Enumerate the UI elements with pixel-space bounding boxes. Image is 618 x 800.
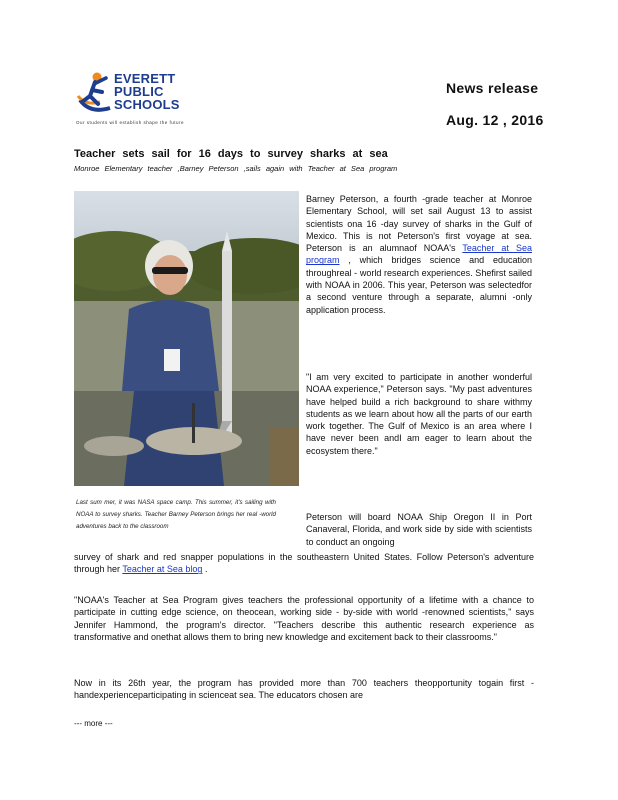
logo-wordmark (114, 72, 180, 111)
paragraph-1-text-b: , which bridges science and education throughreal - world research experiences. Shefirst sailed with NOAA in 2006. This year, Peterson was selectedfor a second venture through a separate, alumni -only application process. (306, 255, 532, 315)
paragraph-3-start: Peterson will board NOAA Ship Oregon II in Port Canaveral, Florida, and work side by side with scientists to conduct an ongoing (306, 512, 532, 547)
release-date: Aug. 12 , 2016 (446, 112, 544, 128)
runner-icon (76, 70, 116, 120)
paragraph-2: "I am very excited to participate in another wonderful NOAA experience," Peterson says. "My past adventures have helped build a rich background to share withmy students as we learn about how all the parts of our earth work together. The Gulf of Mexico is an area where I have never been andI am eager to learn about the ecosystem there." (306, 372, 532, 456)
paragraph-1-text-a: Barney Peterson, a fourth -grade teacher at Monroe Elementary School, will set sail August 13 to assist scientists ona 16 -day survey of sharks in the Gulf of Mexico. This is not Peterson's first voyage at sea. Peterson is an alumnaof NOAA's (306, 194, 532, 254)
logo-line-2: PUBLIC (114, 84, 164, 99)
teacher-photo (74, 191, 299, 486)
paragraph-1 (306, 193, 532, 316)
teacher-at-sea-blog-link[interactable]: Teacher at Sea blog (122, 564, 203, 575)
teacher-at-sea-program-link[interactable]: Teacher at Sea program (306, 243, 532, 266)
paragraph-3-end (74, 551, 534, 576)
article-subhead: Monroe Elementary teacher ,Barney Peterson ,sails again with Teacher at Sea program (74, 164, 398, 173)
paragraph-3-text-b: survey of shark and red snapper populations in the southeastern United States. Follow Peterson's adventure through her (74, 552, 534, 575)
photo-illustration (74, 191, 299, 486)
paragraph-3-text-c: . (202, 564, 208, 575)
article-headline: Teacher sets sail for 16 days to survey sharks at sea (74, 148, 388, 160)
paragraph-4: "NOAA's Teacher at Sea Program gives teachers the professional opportunity of a lifetime with a chance to participate in cutting edge science, on theocean, working side - by-side with world -renowned scientists," says Jennifer Hammond, the program's director. "Teachers describe this authentic research experience as transformative and onethat allows them to bring new knowledge and excitement back to their classrooms." (74, 595, 534, 642)
more-indicator: --- more --- (74, 719, 113, 728)
district-logo (76, 70, 216, 136)
logo-tagline: Our students will establish shape the future (76, 120, 185, 125)
photo-caption: Last sum mer, it was NASA space camp. This summer, it's sailing with NOAA to survey sharks. Teacher Barney Peterson brings her real -world adventures back to the classroom (76, 499, 276, 530)
logo-line-3: SCHOOLS (114, 97, 180, 112)
logo-line-1: EVERETT (114, 71, 176, 86)
news-release-label: News release (446, 80, 539, 96)
paragraph-5: Now in its 26th year, the program has provided more than 700 teachers theopportunity togain first - handexperienceparticipating in scienceat sea. The educators chosen are (74, 678, 534, 701)
